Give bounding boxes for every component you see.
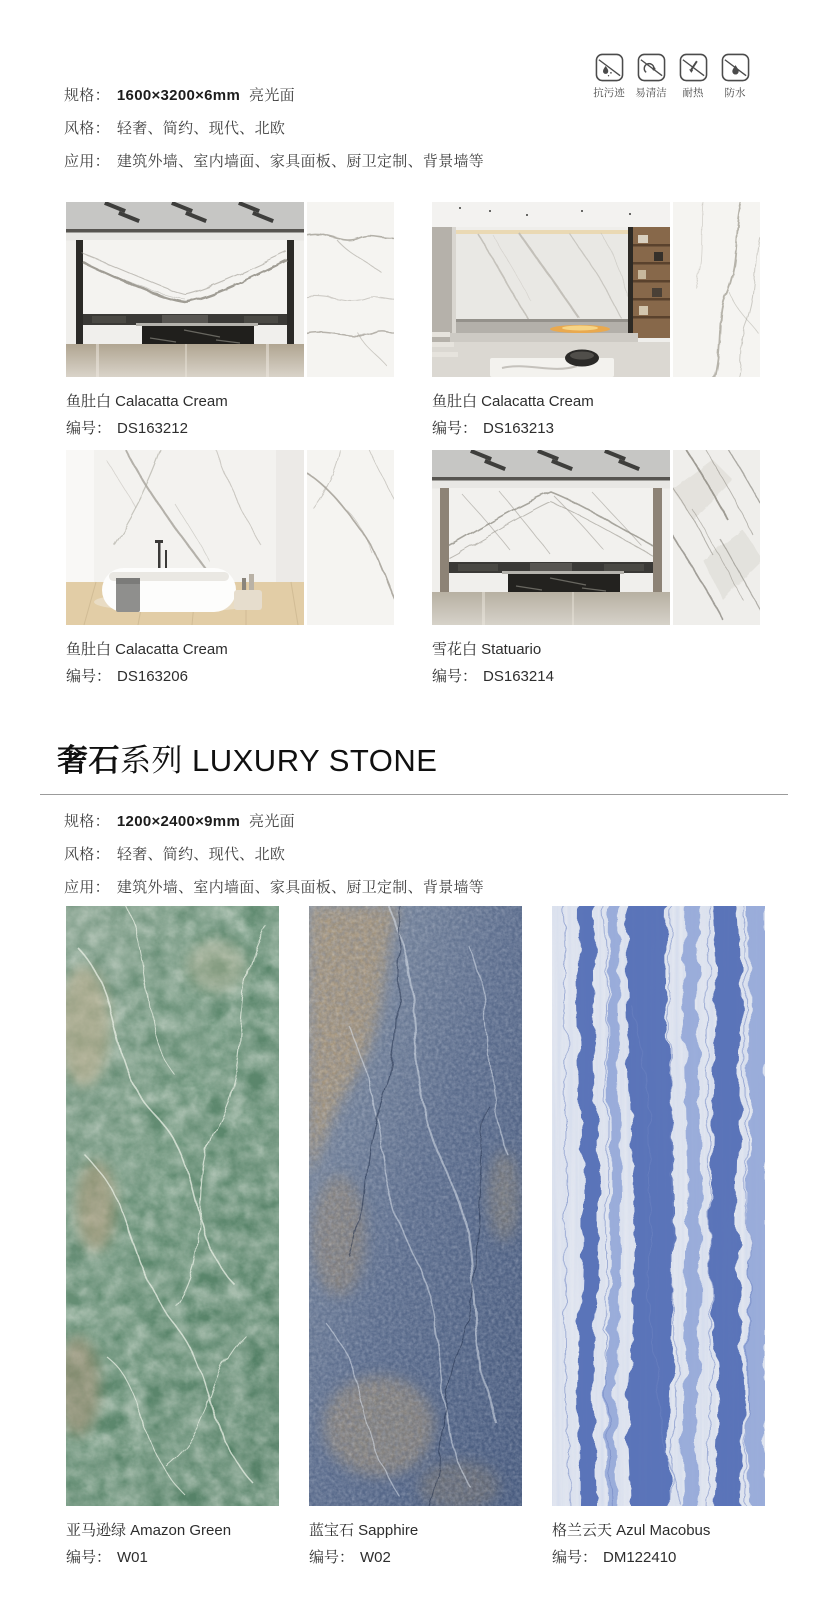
feature-heat-resistant bbox=[672, 53, 714, 100]
product-code bbox=[552, 1546, 765, 1567]
feature-label: 易清洁 bbox=[635, 87, 667, 99]
stone-slab-image bbox=[66, 906, 279, 1506]
product-code bbox=[66, 417, 394, 438]
product-name: 亚马逊绿 Amazon Green bbox=[66, 1522, 232, 1539]
product-code bbox=[66, 665, 394, 686]
product-name: 蓝宝石 Sapphire bbox=[309, 1522, 419, 1539]
section-title-zh-bold: 奢石 bbox=[57, 743, 120, 778]
spec-style-label: 风格： bbox=[64, 846, 110, 863]
spec-size-value: 1200×2400×9mm bbox=[116, 813, 241, 830]
section-title bbox=[57, 735, 437, 780]
heat-resistant-icon bbox=[679, 53, 708, 82]
slab-azul-macobus bbox=[552, 906, 765, 1567]
product-code bbox=[309, 1546, 522, 1567]
spec-application-value: 建筑外墙、室内墙面、家具面板、厨卫定制、背景墙等 bbox=[116, 879, 485, 896]
product-name: 鱼肚白 Calacatta Cream bbox=[66, 393, 228, 410]
spec-style-label: 风格： bbox=[64, 120, 110, 137]
spec-size bbox=[64, 84, 484, 105]
feature-anti-stain bbox=[588, 53, 630, 100]
spec-style bbox=[64, 843, 484, 864]
product-code bbox=[432, 417, 760, 438]
product-code-label: 编号： bbox=[66, 1549, 112, 1566]
spec-style-value: 轻奢、简约、现代、北欧 bbox=[116, 120, 286, 137]
product-card-ds163213 bbox=[432, 202, 760, 438]
spec-application bbox=[64, 150, 484, 171]
product-code-label: 编号： bbox=[432, 420, 478, 437]
product-code bbox=[432, 665, 760, 686]
stone-swatch-image bbox=[673, 202, 760, 377]
product-name: 格兰云天 Azul Macobus bbox=[552, 1522, 711, 1539]
product-card-ds163214 bbox=[432, 450, 760, 686]
stone-swatch-image bbox=[307, 202, 394, 377]
section-title-en: LUXURY STONE bbox=[192, 743, 438, 778]
room-scene-image bbox=[66, 450, 304, 625]
spec-size-label: 规格： bbox=[64, 813, 110, 830]
product-code-label: 编号： bbox=[552, 1549, 598, 1566]
spec-application-label: 应用： bbox=[64, 879, 110, 896]
product-code-label: 编号： bbox=[66, 668, 112, 685]
room-scene-image bbox=[432, 450, 670, 625]
spec-size-finish: 亮光面 bbox=[249, 813, 295, 830]
product-card-ds163212 bbox=[66, 202, 394, 438]
feature-label: 防水 bbox=[724, 87, 746, 99]
product-code-label: 编号： bbox=[66, 420, 112, 437]
stone-swatch-image bbox=[673, 450, 760, 625]
easy-clean-icon bbox=[637, 53, 666, 82]
spec-size-finish: 亮光面 bbox=[249, 87, 295, 104]
product-code bbox=[66, 1546, 279, 1567]
feature-label: 耐热 bbox=[682, 87, 704, 99]
feature-waterproof bbox=[714, 53, 756, 100]
product-code-value: DS163213 bbox=[483, 420, 554, 437]
slab-sapphire bbox=[309, 906, 522, 1567]
product-name: 鱼肚白 Calacatta Cream bbox=[432, 393, 594, 410]
product-code-label: 编号： bbox=[309, 1549, 355, 1566]
slab-amazon-green bbox=[66, 906, 279, 1567]
spec-style bbox=[64, 117, 484, 138]
feature-label: 抗污迹 bbox=[593, 87, 625, 99]
product-code-value: W01 bbox=[117, 1549, 148, 1566]
product-code-value: DM122410 bbox=[603, 1549, 677, 1566]
slab-specs bbox=[64, 84, 484, 183]
product-card-ds163206 bbox=[66, 450, 394, 686]
product-code-label: 编号： bbox=[432, 668, 478, 685]
section-divider bbox=[40, 794, 788, 795]
anti-stain-icon bbox=[595, 53, 624, 82]
section-title-zh: 系列 bbox=[120, 743, 183, 778]
spec-application-value: 建筑外墙、室内墙面、家具面板、厨卫定制、背景墙等 bbox=[116, 153, 485, 170]
spec-size bbox=[64, 810, 484, 831]
feature-icons bbox=[588, 53, 756, 100]
product-code-value: DS163212 bbox=[117, 420, 188, 437]
room-scene-image bbox=[432, 202, 670, 377]
spec-application bbox=[64, 876, 484, 897]
product-name: 雪花白 Statuario bbox=[432, 641, 542, 658]
feature-easy-clean bbox=[630, 53, 672, 100]
product-code-value: W02 bbox=[360, 1549, 391, 1566]
waterproof-icon bbox=[721, 53, 750, 82]
stone-swatch-image bbox=[307, 450, 394, 625]
stone-slab-image bbox=[552, 906, 765, 1506]
stone-slab-image bbox=[309, 906, 522, 1506]
spec-size-value: 1600×3200×6mm bbox=[116, 87, 241, 104]
spec-style-value: 轻奢、简约、现代、北欧 bbox=[116, 846, 286, 863]
luxury-specs bbox=[64, 810, 484, 909]
spec-size-label: 规格： bbox=[64, 87, 110, 104]
product-code-value: DS163214 bbox=[483, 668, 554, 685]
product-code-value: DS163206 bbox=[117, 668, 188, 685]
room-scene-image bbox=[66, 202, 304, 377]
product-name: 鱼肚白 Calacatta Cream bbox=[66, 641, 228, 658]
spec-application-label: 应用： bbox=[64, 153, 110, 170]
